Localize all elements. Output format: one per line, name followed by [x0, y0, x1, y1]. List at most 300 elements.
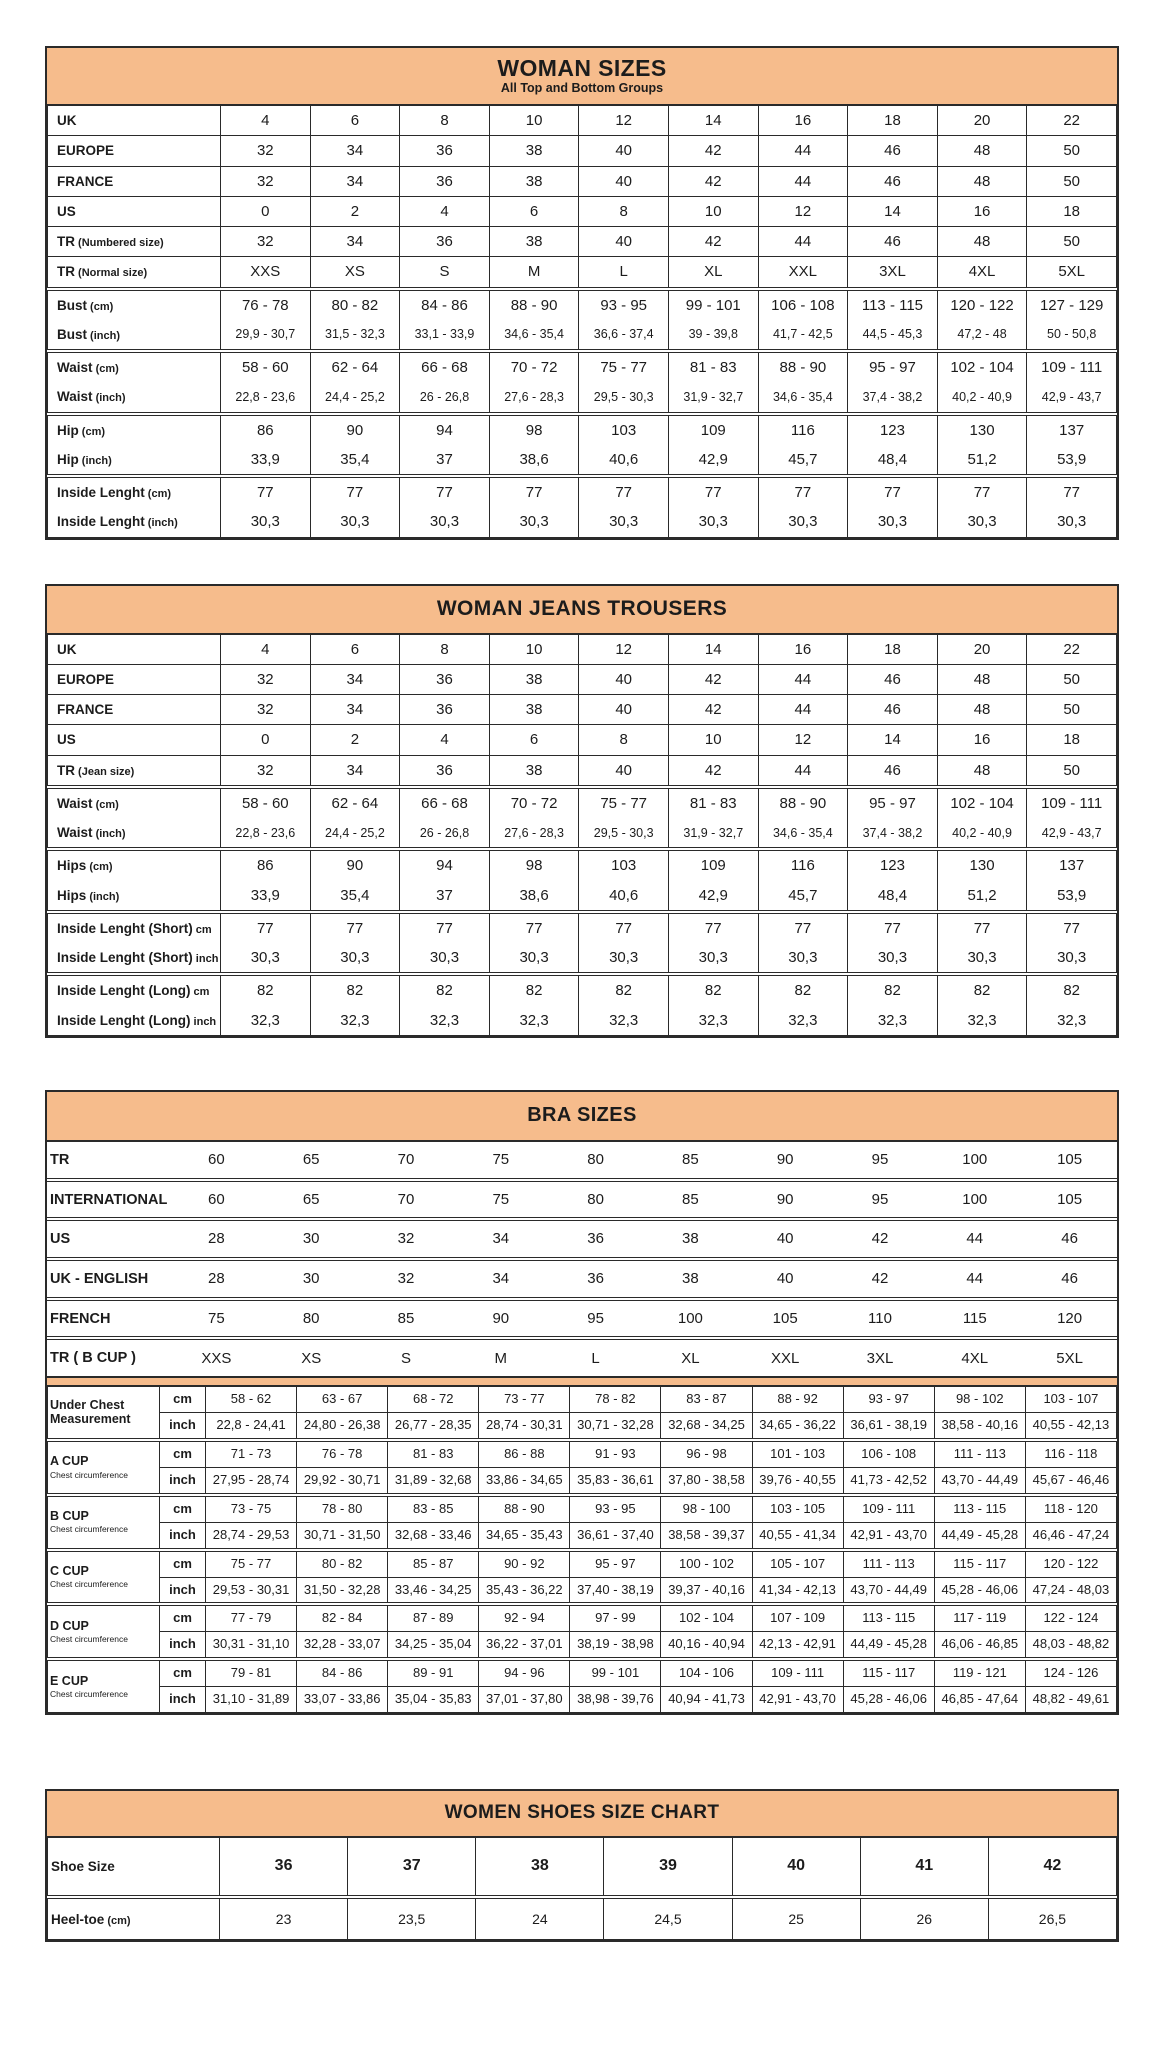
- row-label-unit: (inch): [78, 454, 112, 467]
- size-value-cell: 22: [1027, 635, 1117, 665]
- size-value-cell: 5XL: [1027, 257, 1117, 289]
- size-value-cell: 113 - 115: [934, 1495, 1025, 1522]
- size-value-cell: 75: [492, 1151, 510, 1169]
- size-value-cell: 46: [848, 166, 938, 196]
- size-value-cell: 65: [302, 1151, 320, 1169]
- size-value-cell: 106 - 108: [843, 1440, 934, 1467]
- size-value-cell: 102 - 104: [937, 351, 1027, 382]
- size-value-cell: 90: [738, 1180, 833, 1220]
- size-value-cell: 44: [758, 664, 848, 694]
- size-value-cell: 32,3: [489, 1006, 579, 1036]
- size-value-cell: 66 - 68: [400, 351, 490, 382]
- size-value-cell: 40,55 - 41,34: [752, 1522, 843, 1549]
- size-value-cell: 80: [264, 1299, 359, 1339]
- size-value-cell: 34,6 - 35,4: [758, 382, 848, 413]
- row-label-cell: [48, 1659, 160, 1712]
- row-label: Inside Lenght: [57, 514, 145, 530]
- size-value-cell: 77: [668, 476, 758, 507]
- size-value-cell: 80: [548, 1180, 643, 1220]
- row-label: TR: [57, 264, 75, 280]
- row-label-cell: [48, 635, 221, 665]
- row-label-cell: [48, 943, 221, 974]
- table-row: [48, 974, 1117, 1005]
- row-label: US: [57, 203, 76, 219]
- orange-separator-strip: [47, 1376, 1117, 1387]
- size-value-cell: 6: [489, 196, 579, 226]
- size-value-cell: 60: [208, 1151, 225, 1169]
- size-value-cell: 103: [579, 414, 669, 445]
- size-value-cell: 60: [169, 1180, 264, 1220]
- size-value-cell: 116: [758, 414, 848, 445]
- unit-cm-label: cm: [160, 1550, 206, 1577]
- size-value-cell: 28: [169, 1259, 264, 1299]
- size-value-cell: 30,3: [221, 507, 311, 537]
- row-label-cell: [48, 476, 221, 507]
- size-value-cell: 30,3: [310, 943, 400, 974]
- size-value-cell: 30,3: [579, 943, 669, 974]
- row-label-unit: (cm): [104, 1914, 131, 1927]
- size-value-cell: 40: [732, 1838, 860, 1896]
- size-value-cell: 0: [221, 725, 311, 755]
- size-value-cell: 32,68 - 34,25: [661, 1412, 752, 1439]
- size-value-cell: 36: [400, 695, 490, 725]
- size-value-cell: 77: [1027, 912, 1117, 943]
- row-label-cell: [48, 1387, 160, 1440]
- row-label: UK: [57, 641, 77, 657]
- size-value-cell: 42: [988, 1838, 1116, 1896]
- size-value-cell: 32,3: [1027, 1006, 1117, 1036]
- size-value-cell: 38,6: [489, 881, 579, 912]
- size-value-cell: XL: [668, 257, 758, 289]
- bra-cup-measurement-table: [47, 1387, 1117, 1713]
- size-value-cell: 42: [668, 166, 758, 196]
- row-label: Shoe Size: [51, 1858, 115, 1874]
- unit-cm-label: cm: [160, 1659, 206, 1686]
- size-value-cell: 46: [848, 755, 938, 787]
- size-value-cell: 47,24 - 48,03: [1025, 1577, 1116, 1604]
- size-value-cell: 58 - 62: [206, 1387, 297, 1412]
- size-value-cell: 109: [668, 414, 758, 445]
- row-label: B CUP: [50, 1509, 89, 1524]
- bra-sizes-header: [47, 1092, 1117, 1142]
- row-sublabel: Chest circumference: [50, 1689, 128, 1700]
- row-label: Hips: [57, 887, 87, 903]
- size-value-cell: 115 - 117: [843, 1659, 934, 1686]
- size-value-cell: 12: [758, 725, 848, 755]
- unit-cm-label: cm: [160, 1604, 206, 1631]
- size-value-cell: 100: [962, 1151, 988, 1169]
- size-value-cell: 32,3: [221, 1006, 311, 1036]
- size-value-cell: 130: [937, 414, 1027, 445]
- size-value-cell: 95: [833, 1180, 928, 1220]
- row-label-unit: (cm): [86, 861, 113, 874]
- table-row: [48, 1632, 1117, 1659]
- size-value-cell: 109 - 111: [752, 1659, 843, 1686]
- size-value-cell: 44,49 - 45,28: [843, 1632, 934, 1659]
- size-value-cell: 38: [489, 136, 579, 166]
- size-value-cell: 26 - 26,8: [400, 818, 490, 849]
- row-label: Waist: [57, 389, 93, 405]
- size-value-cell: 30,3: [400, 943, 490, 974]
- size-value-cell: 48: [937, 755, 1027, 787]
- size-value-cell: 8: [579, 196, 669, 226]
- size-value-cell: 111 - 113: [934, 1440, 1025, 1467]
- table-row: [48, 136, 1117, 166]
- row-label-cell: [48, 351, 221, 382]
- size-value-cell: 99 - 101: [668, 289, 758, 320]
- woman-sizes-table: [47, 106, 1117, 538]
- size-value-cell: 28,74 - 29,53: [206, 1522, 297, 1549]
- size-value-cell: 116 - 118: [1025, 1440, 1116, 1467]
- size-value-cell: 77: [848, 476, 938, 507]
- size-value-cell: 30,71 - 32,28: [570, 1412, 661, 1439]
- size-value-cell: 31,9 - 32,7: [668, 818, 758, 849]
- size-value-cell: 37: [348, 1838, 476, 1896]
- size-value-cell: 82: [848, 974, 938, 1005]
- size-value-cell: 30,71 - 31,50: [297, 1522, 388, 1549]
- row-label-cell: [48, 664, 221, 694]
- size-value-cell: 62 - 64: [310, 787, 400, 818]
- size-value-cell: 115: [927, 1299, 1022, 1339]
- woman-sizes-title: WOMAN SIZES: [497, 55, 667, 81]
- row-label: FRENCH: [50, 1310, 111, 1327]
- size-value-cell: 36,22 - 37,01: [479, 1632, 570, 1659]
- table-row: [48, 1467, 1117, 1494]
- size-value-cell: 34: [310, 136, 400, 166]
- size-value-cell: 30,3: [668, 943, 758, 974]
- size-value-cell: 85 - 87: [388, 1550, 479, 1577]
- row-label-cell: [48, 136, 221, 166]
- size-value-cell: 30,3: [848, 507, 938, 537]
- size-value-cell: 44: [758, 136, 848, 166]
- size-value-cell: 91 - 93: [570, 1440, 661, 1467]
- size-value-cell: 22: [1027, 106, 1117, 136]
- size-value-cell: 37,4 - 38,2: [848, 382, 938, 413]
- size-value-cell: 98 - 102: [934, 1387, 1025, 1412]
- size-value-cell: 42: [668, 755, 758, 787]
- size-value-cell: 42,9: [668, 881, 758, 912]
- size-value-cell: 94: [400, 414, 490, 445]
- size-value-cell: 90 - 92: [479, 1550, 570, 1577]
- size-value-cell: 95 - 97: [848, 351, 938, 382]
- table-row: [48, 755, 1117, 787]
- size-value-cell: 95 - 97: [570, 1550, 661, 1577]
- size-value-cell: 46: [848, 695, 938, 725]
- size-value-cell: 77: [579, 476, 669, 507]
- size-value-cell: 124 - 126: [1025, 1659, 1116, 1686]
- size-value-cell: 94 - 96: [479, 1659, 570, 1686]
- size-value-cell: 82: [221, 974, 311, 1005]
- size-value-cell: 77: [848, 912, 938, 943]
- row-label: Bust: [57, 326, 87, 342]
- row-label-cell: [48, 974, 221, 1005]
- size-value-cell: 20: [937, 635, 1027, 665]
- size-value-cell: 41: [860, 1838, 988, 1896]
- size-value-cell: 46,06 - 46,85: [934, 1632, 1025, 1659]
- size-value-cell: 42,9 - 43,7: [1027, 382, 1117, 413]
- size-value-cell: 68 - 72: [388, 1387, 479, 1412]
- size-value-cell: 40: [579, 755, 669, 787]
- size-value-cell: 93 - 97: [843, 1387, 934, 1412]
- size-value-cell: 26,77 - 28,35: [388, 1412, 479, 1439]
- size-value-cell: 50: [1027, 695, 1117, 725]
- size-value-cell: 42: [833, 1219, 928, 1259]
- row-label: US: [50, 1231, 71, 1248]
- size-value-cell: 18: [848, 106, 938, 136]
- row-label: Inside Lenght (Long): [57, 1012, 191, 1028]
- table-row: [48, 1550, 1117, 1577]
- row-label-cell: [48, 166, 221, 196]
- jeans-trousers-title: WOMAN JEANS TROUSERS: [436, 596, 728, 620]
- size-value-cell: XS: [310, 257, 400, 289]
- row-label-cell: [48, 818, 221, 849]
- size-value-cell: 45,7: [758, 881, 848, 912]
- size-value-cell: 37: [400, 881, 490, 912]
- unit-inch-label: inch: [160, 1412, 206, 1439]
- row-label-cell: [48, 289, 221, 320]
- row-label-cell: [48, 1006, 221, 1036]
- size-value-cell: 46: [1022, 1219, 1117, 1259]
- size-value-cell: 42: [668, 664, 758, 694]
- table-row: [48, 725, 1117, 755]
- size-value-cell: 50: [1027, 136, 1117, 166]
- size-value-cell: 89 - 91: [388, 1659, 479, 1686]
- row-label-unit: (inch): [86, 890, 120, 903]
- row-label-unit: (cm): [92, 363, 119, 376]
- row-label-unit: (inch): [87, 329, 120, 342]
- size-value-cell: 32,3: [310, 1006, 400, 1036]
- size-value-cell: 77: [310, 476, 400, 507]
- size-value-cell: 6: [310, 635, 400, 665]
- size-value-cell: 76 - 78: [221, 289, 311, 320]
- row-label-cell: [48, 787, 221, 818]
- size-value-cell: 4: [221, 106, 311, 136]
- size-value-cell: 34: [310, 664, 400, 694]
- size-value-cell: 30,3: [937, 943, 1027, 974]
- table-row: [48, 635, 1117, 665]
- size-value-cell: 8: [400, 635, 490, 665]
- size-value-cell: 10: [489, 635, 579, 665]
- size-value-cell: 80 - 82: [310, 289, 400, 320]
- row-label-cell: [47, 1259, 169, 1299]
- size-value-cell: 48,82 - 49,61: [1025, 1687, 1116, 1713]
- size-value-cell: 105: [1057, 1151, 1083, 1169]
- row-label: TR: [57, 234, 75, 250]
- size-value-cell: 81 - 83: [388, 1440, 479, 1467]
- size-value-cell: 30,3: [1027, 943, 1117, 974]
- size-value-cell: 35,4: [310, 445, 400, 476]
- row-label-cell: [48, 881, 221, 912]
- size-value-cell: 46,85 - 47,64: [934, 1687, 1025, 1713]
- size-value-cell: 86 - 88: [479, 1440, 570, 1467]
- size-value-cell: 78 - 82: [570, 1387, 661, 1412]
- size-value-cell: 24: [476, 1897, 604, 1940]
- row-label: UK: [57, 113, 77, 129]
- size-value-cell: 24,4 - 25,2: [310, 382, 400, 413]
- size-value-cell: 38: [489, 166, 579, 196]
- size-value-cell: 37,4 - 38,2: [848, 818, 938, 849]
- unit-cm-label: cm: [160, 1387, 206, 1412]
- size-value-cell: 88 - 90: [758, 787, 848, 818]
- size-value-cell: 95 - 97: [848, 787, 938, 818]
- size-value-cell: 51,2: [937, 881, 1027, 912]
- size-value-cell: 105: [738, 1299, 833, 1339]
- table-row: [48, 849, 1117, 880]
- size-value-cell: 40: [738, 1259, 833, 1299]
- size-value-cell: 100: [927, 1180, 1022, 1220]
- size-value-cell: 36: [548, 1259, 643, 1299]
- size-value-cell: 46: [848, 136, 938, 166]
- size-value-cell: 99 - 101: [570, 1659, 661, 1686]
- size-value-cell: 46: [848, 227, 938, 257]
- size-value-cell: 27,6 - 28,3: [489, 382, 579, 413]
- size-value-cell: 65: [264, 1180, 359, 1220]
- size-value-cell: 32,3: [668, 1006, 758, 1036]
- size-value-cell: 45,7: [758, 445, 848, 476]
- size-value-cell: 43,70 - 44,49: [934, 1467, 1025, 1494]
- size-value-cell: 26,5: [988, 1897, 1116, 1940]
- table-row: [48, 257, 1117, 289]
- size-value-cell: 10: [668, 196, 758, 226]
- size-value-cell: 30,3: [848, 943, 938, 974]
- row-label: Inside Lenght (Short): [57, 920, 193, 936]
- size-value-cell: L: [548, 1338, 643, 1376]
- size-value-cell: 40,94 - 41,73: [661, 1687, 752, 1713]
- table-row: [48, 445, 1117, 476]
- size-value-cell: 44: [758, 227, 848, 257]
- size-value-cell: 120 - 122: [1025, 1550, 1116, 1577]
- row-label-cell: [48, 755, 221, 787]
- row-label: EUROPE: [57, 143, 115, 159]
- size-value-cell: 82: [937, 974, 1027, 1005]
- size-value-cell: 107 - 109: [752, 1604, 843, 1631]
- size-value-cell: 47,2 - 48: [937, 320, 1027, 351]
- table-row: [48, 1604, 1117, 1631]
- size-value-cell: 137: [1027, 414, 1117, 445]
- size-value-cell: 32,28 - 33,07: [297, 1632, 388, 1659]
- size-value-cell: 122 - 124: [1025, 1604, 1116, 1631]
- size-value-cell: 77 - 79: [206, 1604, 297, 1631]
- size-value-cell: 34: [310, 166, 400, 196]
- size-value-cell: 24,5: [604, 1897, 732, 1940]
- size-value-cell: 33,1 - 33,9: [400, 320, 490, 351]
- size-value-cell: 115 - 117: [934, 1550, 1025, 1577]
- size-value-cell: 33,07 - 33,86: [297, 1687, 388, 1713]
- table-row: [48, 1006, 1117, 1036]
- row-sublabel: Chest circumference: [50, 1469, 128, 1480]
- row-label-cell: [48, 507, 221, 537]
- size-value-cell: 25: [732, 1897, 860, 1940]
- size-value-cell: 40: [579, 664, 669, 694]
- size-value-cell: 10: [489, 106, 579, 136]
- size-value-cell: 4: [221, 635, 311, 665]
- size-value-cell: 95: [871, 1151, 889, 1169]
- row-sublabel: Chest circumference: [50, 1524, 128, 1535]
- size-value-cell: 77: [489, 476, 579, 507]
- size-value-cell: 34: [453, 1219, 548, 1259]
- unit-cm-label: cm: [160, 1495, 206, 1522]
- size-value-cell: 50: [1027, 664, 1117, 694]
- size-value-cell: 42: [833, 1259, 928, 1299]
- size-value-cell: 82: [579, 974, 669, 1005]
- row-label: E CUP: [50, 1673, 89, 1688]
- size-value-cell: 123: [848, 849, 938, 880]
- size-value-cell: 36,6 - 37,4: [579, 320, 669, 351]
- size-value-cell: 16: [937, 725, 1027, 755]
- size-value-cell: 6: [310, 106, 400, 136]
- row-label: C CUP: [50, 1563, 89, 1578]
- row-label-cell: [48, 849, 221, 880]
- size-value-cell: 127 - 129: [1027, 289, 1117, 320]
- size-value-cell: 103 - 105: [752, 1495, 843, 1522]
- size-value-cell: 73 - 77: [479, 1387, 570, 1412]
- size-value-cell: 77: [221, 912, 311, 943]
- size-value-cell: 33,9: [221, 445, 311, 476]
- row-label: Heel-toe: [51, 1911, 105, 1927]
- size-value-cell: 36: [400, 166, 490, 196]
- row-label-unit: inch: [190, 1015, 217, 1028]
- size-value-cell: 62 - 64: [310, 351, 400, 382]
- size-value-cell: 30,3: [221, 943, 311, 974]
- row-label-cell: [48, 695, 221, 725]
- size-value-cell: 34,25 - 35,04: [388, 1632, 479, 1659]
- row-label: D CUP: [50, 1618, 89, 1633]
- row-label-unit: cm: [192, 923, 212, 936]
- size-value-cell: 85: [643, 1180, 738, 1220]
- size-value-cell: 42,91 - 43,70: [843, 1522, 934, 1549]
- size-value-cell: 77: [400, 912, 490, 943]
- size-value-cell: 44,5 - 45,3: [848, 320, 938, 351]
- size-value-cell: 80: [587, 1151, 604, 1169]
- size-value-cell: 50: [1027, 755, 1117, 787]
- row-label-cell: [48, 227, 221, 257]
- size-value-cell: 40,55 - 42,13: [1025, 1412, 1116, 1439]
- size-value-cell: 40,2 - 40,9: [937, 382, 1027, 413]
- row-label-unit: (inch): [92, 828, 126, 841]
- row-label: Inside Lenght (Short): [57, 950, 193, 966]
- size-value-cell: 46: [1022, 1259, 1117, 1299]
- size-value-cell: 45,67 - 46,46: [1025, 1467, 1116, 1494]
- table-row: [48, 289, 1117, 320]
- size-value-cell: 70: [359, 1180, 454, 1220]
- size-value-cell: 35,04 - 35,83: [388, 1687, 479, 1713]
- size-value-cell: 48: [937, 664, 1027, 694]
- size-value-cell: 38,98 - 39,76: [570, 1687, 661, 1713]
- size-value-cell: 48: [937, 695, 1027, 725]
- size-value-cell: 39 - 39,8: [668, 320, 758, 351]
- size-value-cell: 32: [221, 695, 311, 725]
- size-value-cell: 20: [937, 106, 1027, 136]
- row-label-cell: [48, 1440, 160, 1495]
- size-value-cell: 71 - 73: [206, 1440, 297, 1467]
- size-value-cell: 38: [489, 227, 579, 257]
- size-value-cell: 86: [221, 414, 311, 445]
- size-value-cell: 32,3: [758, 1006, 848, 1036]
- size-value-cell: 104 - 106: [661, 1659, 752, 1686]
- row-label-cell: [48, 1604, 160, 1659]
- size-value-cell: 53,9: [1027, 881, 1117, 912]
- size-value-cell: 83 - 85: [388, 1495, 479, 1522]
- row-label: FRANCE: [57, 702, 114, 718]
- size-value-cell: 78 - 80: [297, 1495, 388, 1522]
- size-value-cell: 75 - 77: [579, 787, 669, 818]
- size-value-cell: 3XL: [848, 257, 938, 289]
- size-value-cell: 30,3: [668, 507, 758, 537]
- size-value-cell: 92 - 94: [479, 1604, 570, 1631]
- size-value-cell: 86: [221, 849, 311, 880]
- size-value-cell: 31,10 - 31,89: [206, 1687, 297, 1713]
- size-value-cell: 98: [489, 414, 579, 445]
